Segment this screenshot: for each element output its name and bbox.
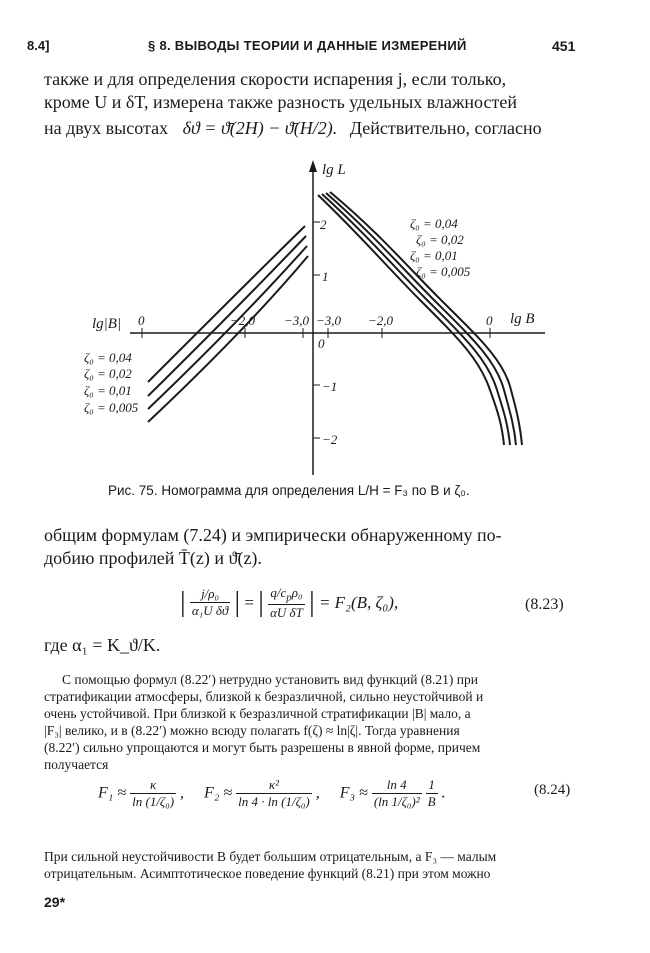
right-tick-label-2: 0: [486, 313, 493, 328]
small-line: получается: [44, 757, 109, 772]
y-tick-label-4: −2: [322, 432, 338, 447]
intro-line-3a: на двух высотах: [44, 118, 169, 138]
eq-823-tag: (8.23): [525, 596, 564, 613]
y-axis-arrow: [309, 160, 317, 172]
right-tick-label-0: −3,0: [316, 313, 342, 328]
eq-824-tag: (8.24): [534, 782, 571, 798]
small-line: отрицательным. Асимптотическое поведение функций (8.21) при этом можно: [44, 866, 491, 881]
nomogram-figure: [60, 150, 560, 480]
eq-823-rhs: = F₂(B, ζ₀),: [318, 592, 399, 612]
signature-mark: 29*: [44, 894, 66, 910]
intro-line-3: [44, 117, 629, 140]
left-tick-label-2: −3,0: [284, 313, 310, 328]
right-legend-2: ζ₀ = 0,01: [410, 248, 458, 263]
equation-8-24: F₁ ≈ $\frac{\kappa}{\text{ln (1/ζ₀)}}$ , F₂ ≈ $\frac{\text{κ²}}{\text{ln 4 · ln (1/ζ₀)}}$ , F₃ ≈ $\frac{\ln 4}{\text{(ln 1/ζ₀)²}}$ $\frac{1}{B}$ .: [98, 777, 446, 809]
left-tick-label-1: −2,0: [230, 313, 256, 328]
right-curve-1: [318, 195, 504, 445]
page-number: 451: [552, 38, 576, 54]
section-number: 8.4]: [27, 38, 50, 53]
running-title: § 8. ВЫВОДЫ ТЕОРИИ И ДАННЫЕ ИЗМЕРЕНИЙ: [148, 38, 467, 53]
intro-line-2: кроме U и δT, измерена также разность удельных влажностей: [44, 92, 517, 112]
left-tick-label-0: 0: [138, 313, 145, 328]
left-curve-4: [148, 256, 308, 422]
x-axis-left-label: lg|B|: [92, 316, 122, 332]
right-legend-0: ζ₀ = 0,04: [410, 216, 458, 231]
y-tick-label-0: 2: [320, 217, 327, 232]
small-line: стратификации атмосферы, близкой к безразличной, сильно неустойчивой и: [44, 689, 484, 704]
small-line: С помощью формул (8.22′) нетрудно установить вид функций (8.21) при: [62, 672, 479, 687]
small-line: очень устойчивой. При близкой к безразличной стратификации |B| мало, а: [44, 706, 471, 721]
equation-8-23: | $\frac{\text{j/ρ₀}}{\text{α₁U δϑ}}$ | = | $\frac{q/c_p\rho_0}{\text{αU δT}}$ | = F₂(B, ζ₀),: [180, 585, 399, 620]
small-paragraph-2: [44, 848, 629, 882]
small-line: |F₃| велико, и в (8.22′) можно всюду полагать f(ζ) ≈ ln|ζ|. Тогда уравнения: [44, 723, 460, 738]
left-legend-3: ζ₀ = 0,005: [84, 400, 139, 415]
right-tick-label-1: −2,0: [368, 313, 394, 328]
left-legend-2: ζ₀ = 0,01: [84, 383, 132, 398]
left-legend-0: ζ₀ = 0,04: [84, 350, 132, 365]
small-line: При сильной неустойчивости B будет большим отрицательным, а F₃ — малым: [44, 849, 497, 864]
y-tick-label-3: −1: [322, 379, 338, 394]
body-line-2: добию профилей T̄(z) и ϑ̄(z).: [44, 548, 262, 568]
small-paragraph-1: [44, 671, 629, 773]
right-legend-1: ζ₀ = 0,02: [416, 232, 464, 247]
left-curve-2: [148, 236, 306, 396]
left-curve-1: [148, 226, 305, 382]
left-legend-1: ζ₀ = 0,02: [84, 366, 132, 381]
y-tick-label-2: 0: [318, 336, 325, 351]
right-legend-3: ζ₀ = 0,005: [416, 264, 471, 279]
y-axis-label: lg L: [322, 162, 346, 178]
small-line: (8.22′) сильно упрощаются и могут быть разрешены в явной форме, причем: [44, 740, 481, 755]
where-line: где α₁ = K_ϑ/K.: [44, 635, 161, 655]
intro-line-1: также и для определения скорости испарения j, если только,: [44, 69, 507, 89]
figure-caption: Рис. 75. Номограмма для определения L/H = F₃ по B и ζ₀.: [108, 483, 470, 498]
x-axis-right-label: lg B: [510, 311, 535, 327]
body-line-1: общим формулам (7.24) и эмпирически обнаруженному по-: [44, 525, 502, 545]
intro-line-3b: Действительно, согласно: [349, 118, 542, 138]
y-tick-label-1: 1: [322, 269, 329, 284]
intro-formula: δϑ = ϑ̄(2H) − ϑ̄(H/2).: [182, 118, 338, 138]
